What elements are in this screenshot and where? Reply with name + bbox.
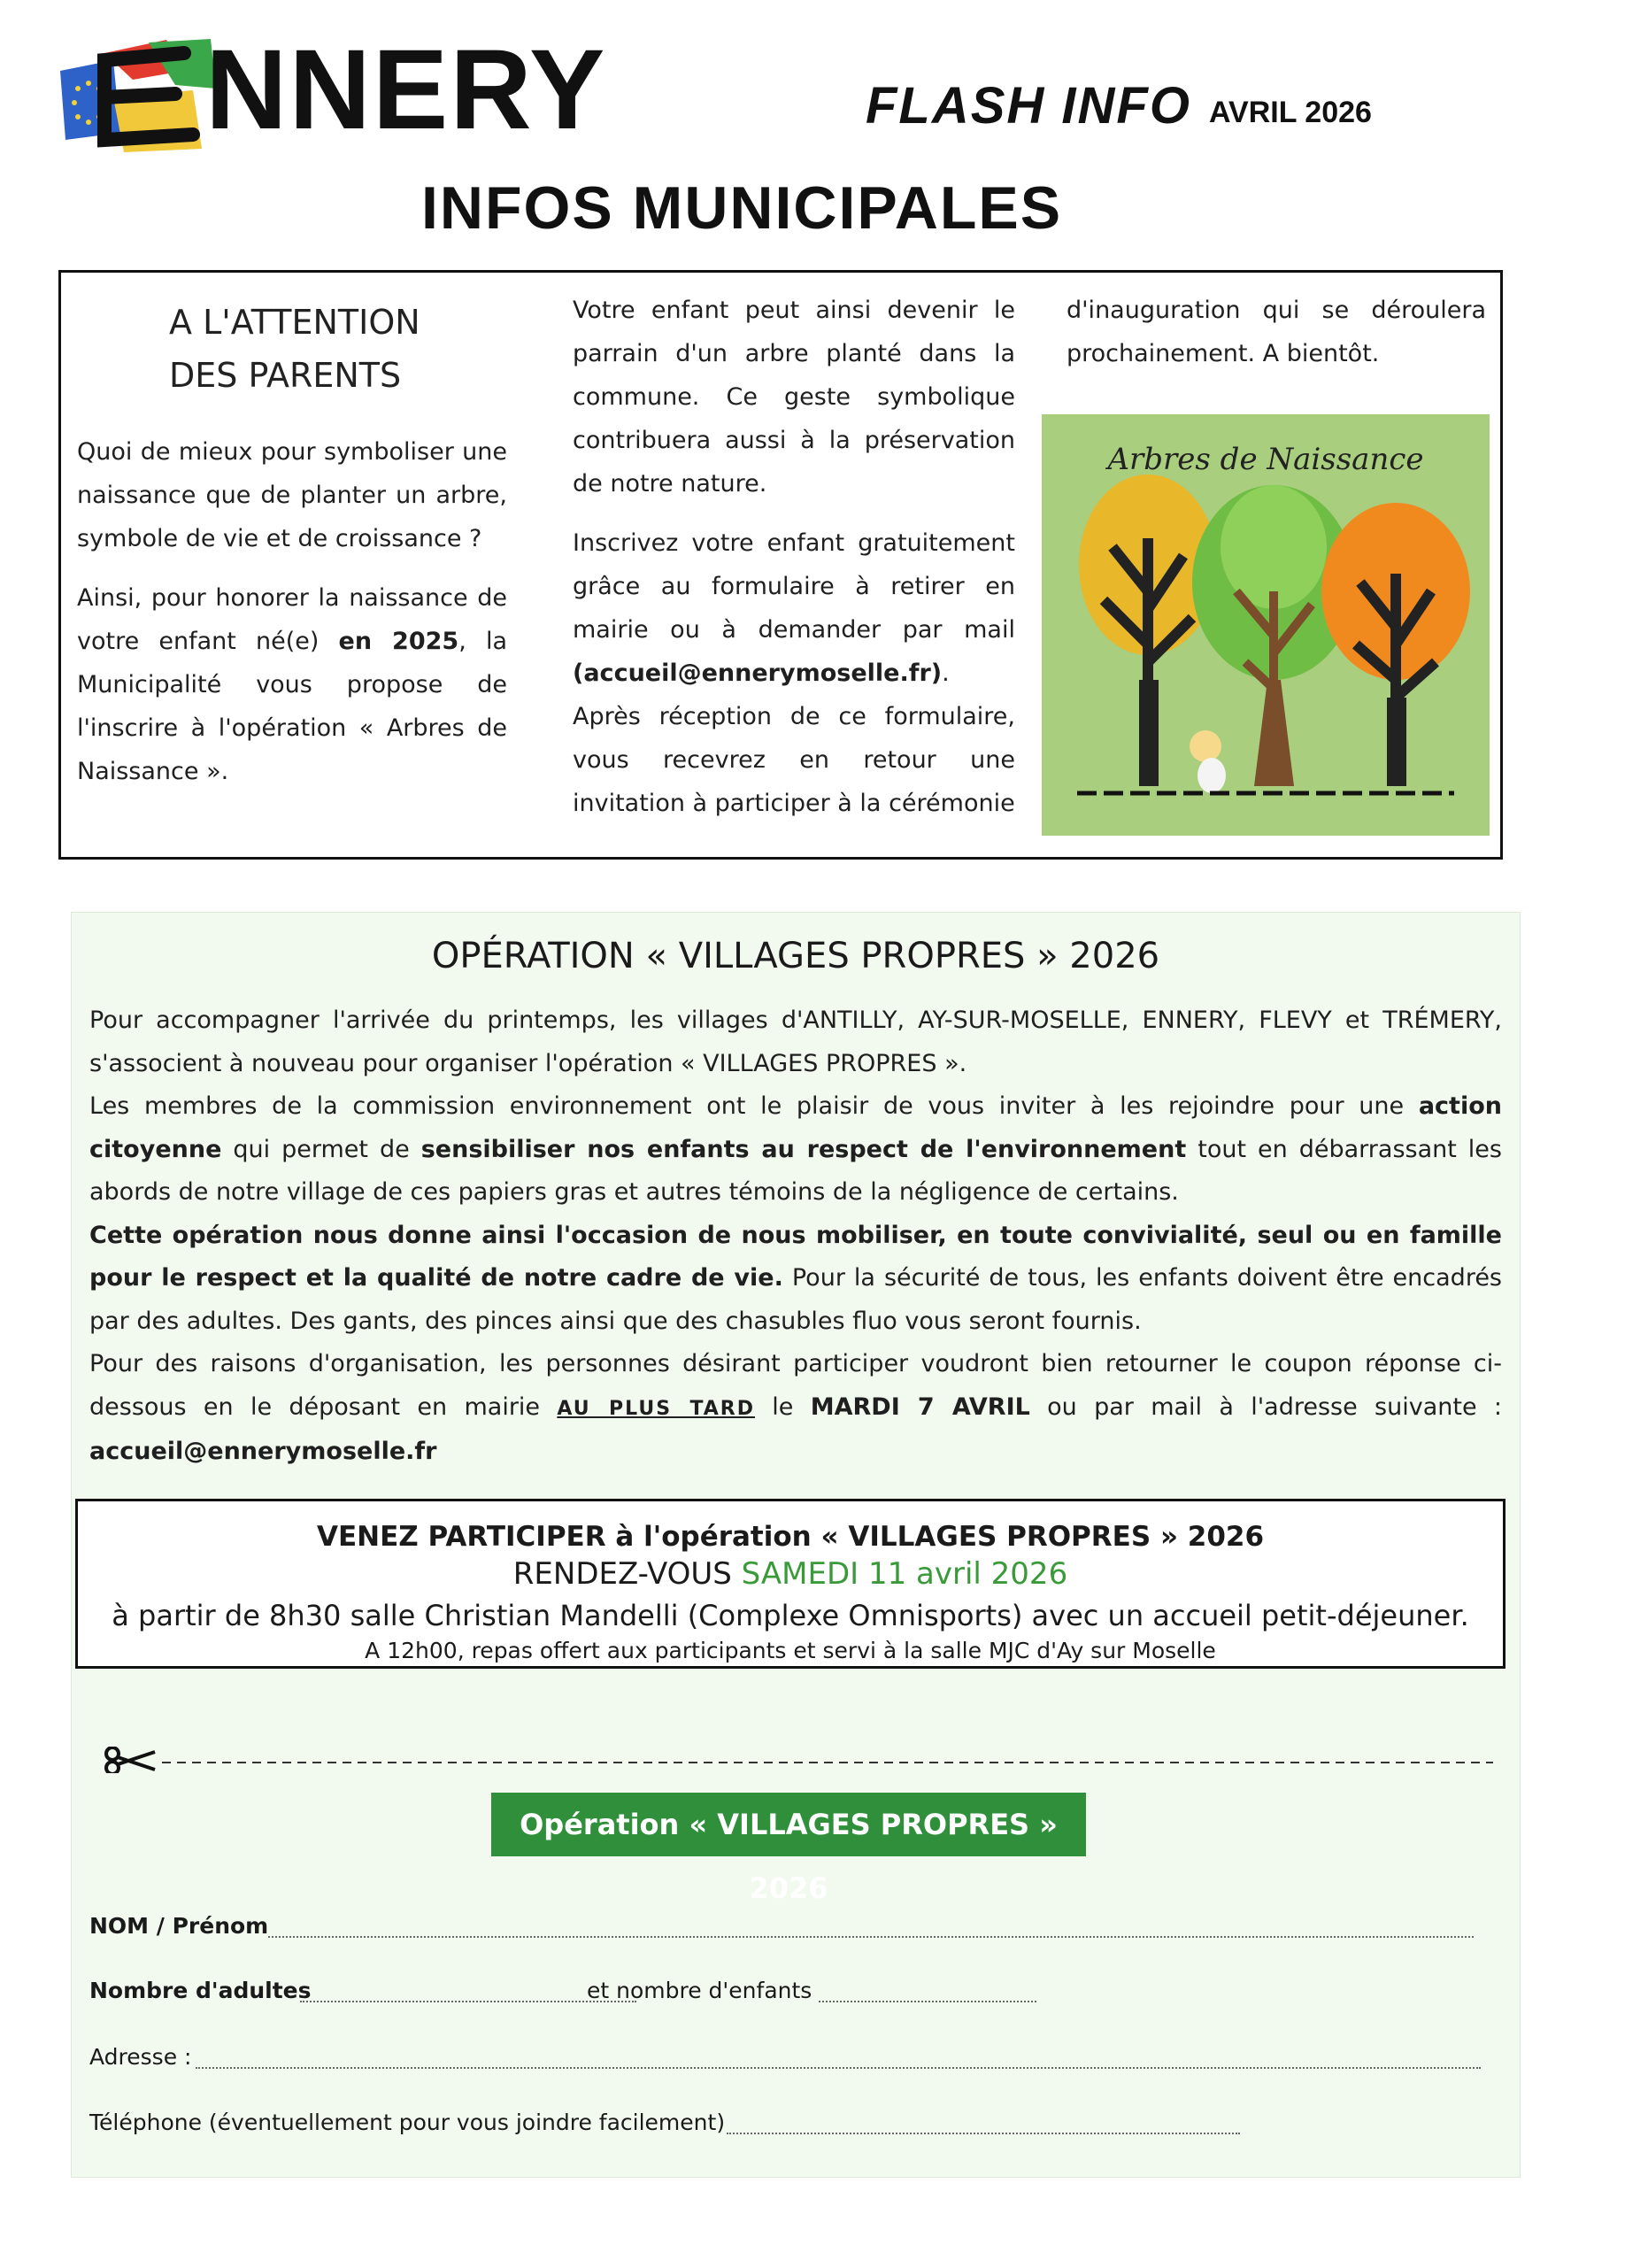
name-label: NOM / Prénom	[89, 1913, 269, 1939]
adults-field[interactable]	[300, 2001, 636, 2002]
section-body	[89, 999, 1502, 1474]
section-title: OPÉRATION « VILLAGES PROPRES » 2026	[431, 936, 1160, 976]
paragraph: Les membres de la commission environnement ont le plaisir de vous inviter à les rejoindre pour une action citoyenne qui permet de sensibiliser nos enfants au respect de l'environnement tout en débarrassant les abords de notre village de ces papiers gras et autres témoins de la négligence de certains.	[89, 1092, 1502, 1206]
paragraph: Pour des raisons d'organisation, les personnes désirant participer voudront bien retourner le coupon réponse ci-dessous en le déposant en mairie AU PLUS TARD le MARDI 7 AVRIL ou par mail à l'adresse suivante : accueil@ennerymoselle.fr	[89, 1350, 1502, 1465]
phone-field[interactable]	[727, 2133, 1240, 2134]
ennery-wordmark: NNERY	[205, 27, 607, 153]
column-middle	[573, 289, 1015, 841]
paragraph: Cette opération nous donne ainsi l'occasion de nous mobiliser, en toute convivialité, seul ou en famille pour le respect et la qualité de notre cadre de vie. Pour la sécurité de tous, les enfants doivent être encadrés par des adultes. Des gants, des pinces ainsi que des chasubles fluo vous seront fournis.	[89, 1221, 1502, 1335]
paragraph: Après réception de ce formulaire, vous recevrez en retour une invitation à participer à la cérémonie	[573, 703, 1015, 817]
adults-label: Nombre d'adultes	[89, 1978, 312, 2003]
arbres-naissance-illustration	[1042, 414, 1490, 836]
email-link[interactable]: accueil@ennerymoselle.fr	[89, 1438, 437, 1465]
name-field[interactable]	[268, 1936, 1474, 1938]
children-label: et nombre d'enfants	[587, 1978, 812, 2003]
children-field[interactable]	[819, 2001, 1036, 2002]
issue-date: AVRIL 2026	[1209, 96, 1372, 129]
paragraph: Quoi de mieux pour symboliser une naissance que de planter un arbre, symbole de vie et de croissance ?	[77, 438, 507, 552]
column-right	[1067, 289, 1486, 391]
column-left	[77, 289, 507, 809]
rendezvous-box: VENEZ PARTICIPER à l'opération « VILLAGES PROPRES » 2026 RENDEZ-VOUS SAMEDI 11 avril 2026 à partir de 8h30 salle Christian Mandelli (Complexe Omnisports) avec un accueil petit-déjeuner. A 12h00, repas offert aux participants et servi à la salle MJC d'Ay sur Moselle	[75, 1499, 1506, 1669]
arbres-naissance-box	[58, 270, 1503, 860]
coupon-title: Opération « VILLAGES PROPRES » 2026	[491, 1793, 1086, 1856]
ennery-logo-icon	[51, 35, 219, 155]
event-date: SAMEDI 11 avril 2026	[741, 1556, 1068, 1592]
paragraph: Pour accompagner l'arrivée du printemps, les villages d'ANTILLY, AY-SUR-MOSELLE, ENNERY, FLEVY et TRÉMERY, s'associent à nouveau pour organiser l'opération « VILLAGES PROPRES ».	[89, 1007, 1502, 1077]
scissors-icon	[106, 1747, 155, 1773]
phone-label: Téléphone (éventuellement pour vous joindre facilement)	[89, 2110, 726, 2135]
page-subtitle: INFOS MUNICIPALES	[421, 174, 1063, 242]
trees-icon	[1042, 414, 1490, 836]
email-link[interactable]: (accueil@ennerymoselle.fr)	[573, 660, 943, 687]
address-field[interactable]	[196, 2067, 1481, 2069]
paragraph: d'inauguration qui se déroulera prochainement. A bientôt.	[1067, 297, 1486, 367]
flash-info-title: FLASH INFO	[866, 77, 1191, 135]
paragraph: Ainsi, pour honorer la naissance de votre enfant né(e) en 2025, la Municipalité vous propose de l'inscrire à l'opération « Arbres de Naissance ».	[77, 584, 507, 785]
address-label: Adresse :	[89, 2044, 192, 2070]
scissors-cut-line	[104, 1747, 1493, 1773]
villages-propres-section	[71, 912, 1521, 2178]
svg-text:Arbres de Naissance: Arbres de Naissance	[1107, 442, 1424, 477]
box-title: A L'ATTENTION DES PARENTS	[169, 303, 420, 395]
paragraph: Inscrivez votre enfant gratuitement grâce au formulaire à retirer en mairie ou à demander par mail (accueil@ennerymoselle.fr).	[573, 529, 1015, 687]
paragraph: Votre enfant peut ainsi devenir le parrain d'un arbre planté dans la commune. Ce geste symbolique contribuera aussi à la préservation de notre nature.	[573, 297, 1015, 498]
